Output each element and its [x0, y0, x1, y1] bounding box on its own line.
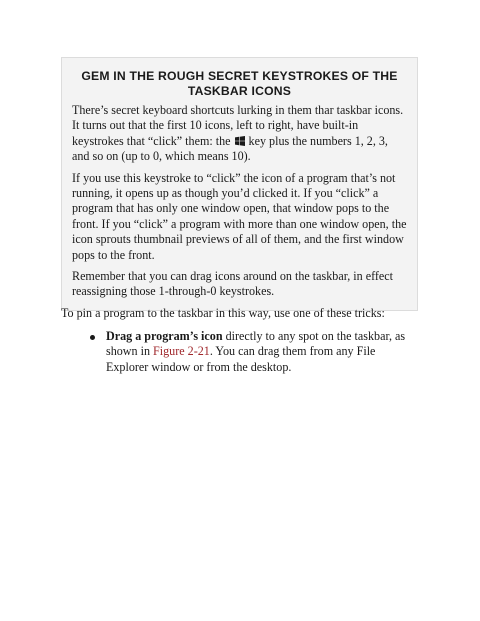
sidebar-p1-text-b: key plus the numbers 1, 2, 3, and so on (up to 0, which means 10).: [72, 133, 388, 164]
bullet-text-a: directly to any spot on the taskbar, as shown in: [106, 329, 406, 359]
sidebar-p1-text-a: There’s secret keyboard shortcuts lurking in them thar taskbar icons. It turns out that the first 10 icons, left to right, have built-in keystrokes that “click” them: the: [72, 103, 404, 148]
bullet-bold-lead: Drag a program’s icon: [106, 329, 223, 343]
sidebar-title: GEM IN THE ROUGH SECRET KEYSTROKES OF THE TASKBAR ICONS: [81, 69, 398, 98]
figure-link[interactable]: Figure 2-21: [153, 344, 210, 359]
sidebar-paragraph-1: [72, 103, 407, 165]
windows-logo-icon: [235, 136, 245, 146]
bullet-text-b: . You can drag them from any File Explorer window or from the desktop.: [106, 344, 376, 374]
list-item: [90, 329, 410, 375]
sidebar-paragraph-2: If you use this keystroke to “click” the icon of a program that’s not running, it opens up as though you’d clicked it. If you “click” a program that has only one window open, that window pops to the front. If you “click” a program with more than one window open, the icon sprouts thumbnail previews of all of them, and the first window pops to the front.: [72, 170, 407, 262]
intro-paragraph: To pin a program to the taskbar in this way, use one of these tricks:: [61, 306, 385, 320]
bullet-dot-icon: [90, 335, 95, 340]
gem-sidebar-box: [61, 57, 418, 311]
sidebar-paragraph-3: Remember that you can drag icons around on the taskbar, in effect reassigning those 1-through-0 keystrokes.: [72, 269, 394, 299]
tricks-list: [90, 329, 410, 375]
